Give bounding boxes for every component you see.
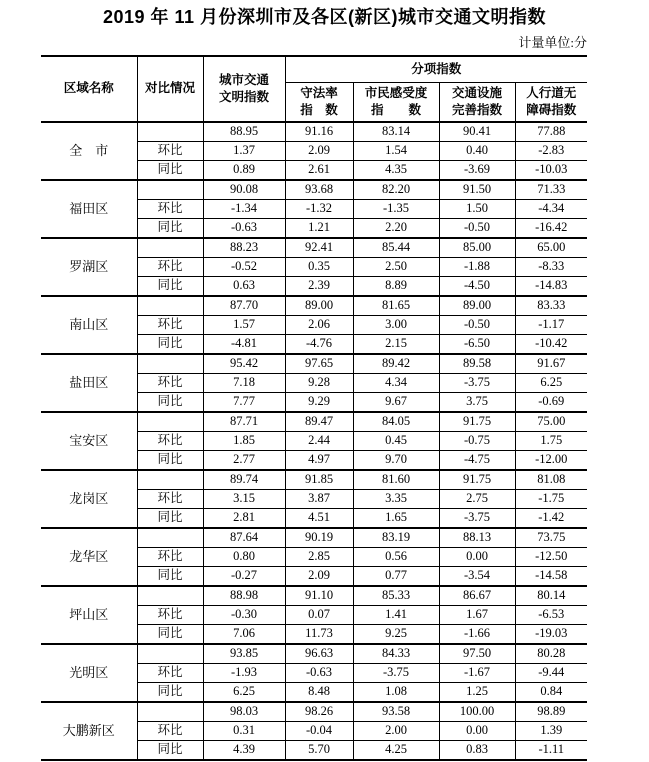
- value-cell: 9.29: [285, 392, 353, 412]
- value-cell: 2.77: [203, 450, 285, 470]
- value-cell: -4.76: [285, 334, 353, 354]
- value-cell: -0.75: [439, 431, 515, 450]
- comparison-label: 同比: [137, 276, 203, 296]
- value-cell: 1.50: [439, 199, 515, 218]
- value-cell: 8.48: [285, 682, 353, 702]
- value-cell: -12.00: [515, 450, 587, 470]
- value-cell: 1.67: [439, 605, 515, 624]
- comparison-label: 环比: [137, 431, 203, 450]
- value-cell: 81.65: [353, 296, 439, 316]
- header-law-rate-line1: 守法率: [300, 85, 338, 100]
- value-cell: 90.08: [203, 180, 285, 200]
- value-cell: 2.81: [203, 508, 285, 528]
- value-cell: 2.44: [285, 431, 353, 450]
- comparison-label: [137, 296, 203, 316]
- value-cell: 1.08: [353, 682, 439, 702]
- value-cell: 1.54: [353, 141, 439, 160]
- value-cell: -12.50: [515, 547, 587, 566]
- value-cell: 0.77: [353, 566, 439, 586]
- value-cell: -0.50: [439, 315, 515, 334]
- value-cell: 88.95: [203, 122, 285, 142]
- value-cell: 9.25: [353, 624, 439, 644]
- value-cell: 93.85: [203, 644, 285, 664]
- unit-note: 计量单位:分: [518, 34, 587, 50]
- value-cell: 7.77: [203, 392, 285, 412]
- value-cell: 96.63: [285, 644, 353, 664]
- value-cell: 3.87: [285, 489, 353, 508]
- region-name: 坪山区: [41, 586, 137, 644]
- value-cell: 0.35: [285, 257, 353, 276]
- value-cell: 7.06: [203, 624, 285, 644]
- comparison-label: [137, 238, 203, 258]
- comparison-label: 同比: [137, 392, 203, 412]
- header-comparison: 对比情况: [137, 56, 203, 122]
- table-body: [41, 122, 587, 760]
- header-citizen-perception: [353, 82, 439, 122]
- value-cell: -4.50: [439, 276, 515, 296]
- value-cell: 89.47: [285, 412, 353, 432]
- comparison-label: [137, 354, 203, 374]
- value-cell: 3.35: [353, 489, 439, 508]
- value-cell: 89.74: [203, 470, 285, 490]
- value-cell: 1.65: [353, 508, 439, 528]
- header-row-top: [41, 56, 587, 83]
- comparison-label: 同比: [137, 334, 203, 354]
- value-cell: 2.00: [353, 721, 439, 740]
- value-cell: 9.70: [353, 450, 439, 470]
- comparison-label: [137, 180, 203, 200]
- comparison-label: 环比: [137, 605, 203, 624]
- value-cell: 0.00: [439, 547, 515, 566]
- value-cell: -0.63: [285, 663, 353, 682]
- value-cell: 91.75: [439, 470, 515, 490]
- value-cell: 2.85: [285, 547, 353, 566]
- value-cell: -6.53: [515, 605, 587, 624]
- region-name: 光明区: [41, 644, 137, 702]
- value-cell: 2.09: [285, 566, 353, 586]
- value-cell: 98.26: [285, 702, 353, 722]
- value-cell: 0.84: [515, 682, 587, 702]
- value-cell: -10.03: [515, 160, 587, 180]
- comparison-label: 同比: [137, 218, 203, 238]
- header-sidewalk-accessibility-line1: 人行道无: [526, 85, 577, 100]
- comparison-label: 同比: [137, 682, 203, 702]
- comparison-label: [137, 470, 203, 490]
- value-cell: -1.42: [515, 508, 587, 528]
- value-cell: 90.41: [439, 122, 515, 142]
- table-row: [41, 180, 587, 200]
- table-row: [41, 238, 587, 258]
- header-law-rate: [285, 82, 353, 122]
- header-sub-group: 分项指数: [285, 56, 587, 83]
- traffic-civility-index-table: [41, 55, 587, 761]
- value-cell: 3.00: [353, 315, 439, 334]
- value-cell: -10.42: [515, 334, 587, 354]
- value-cell: 2.20: [353, 218, 439, 238]
- table-row: [41, 528, 587, 548]
- header-sidewalk-accessibility-line2: 障碍指数: [526, 102, 577, 117]
- value-cell: 80.28: [515, 644, 587, 664]
- value-cell: 95.42: [203, 354, 285, 374]
- value-cell: -0.52: [203, 257, 285, 276]
- value-cell: -0.27: [203, 566, 285, 586]
- value-cell: 5.70: [285, 740, 353, 760]
- value-cell: -19.03: [515, 624, 587, 644]
- header-sidewalk-accessibility: [515, 82, 587, 122]
- value-cell: 2.50: [353, 257, 439, 276]
- value-cell: 0.89: [203, 160, 285, 180]
- value-cell: 85.44: [353, 238, 439, 258]
- value-cell: 0.31: [203, 721, 285, 740]
- table-row: [41, 412, 587, 432]
- value-cell: 4.34: [353, 373, 439, 392]
- value-cell: -1.35: [353, 199, 439, 218]
- region-name: 罗湖区: [41, 238, 137, 296]
- value-cell: -9.44: [515, 663, 587, 682]
- value-cell: 98.03: [203, 702, 285, 722]
- value-cell: 8.89: [353, 276, 439, 296]
- comparison-label: 环比: [137, 489, 203, 508]
- value-cell: 77.88: [515, 122, 587, 142]
- comparison-label: 环比: [137, 315, 203, 334]
- value-cell: 4.51: [285, 508, 353, 528]
- value-cell: 6.25: [515, 373, 587, 392]
- header-city-index-line2: 文明指数: [218, 89, 269, 104]
- value-cell: 0.80: [203, 547, 285, 566]
- value-cell: 0.00: [439, 721, 515, 740]
- value-cell: 6.25: [203, 682, 285, 702]
- value-cell: 91.10: [285, 586, 353, 606]
- value-cell: 89.42: [353, 354, 439, 374]
- value-cell: 87.64: [203, 528, 285, 548]
- value-cell: 93.58: [353, 702, 439, 722]
- value-cell: -8.33: [515, 257, 587, 276]
- comparison-label: 环比: [137, 547, 203, 566]
- value-cell: 1.75: [515, 431, 587, 450]
- value-cell: 80.14: [515, 586, 587, 606]
- value-cell: 100.00: [439, 702, 515, 722]
- value-cell: -0.04: [285, 721, 353, 740]
- value-cell: 0.45: [353, 431, 439, 450]
- value-cell: 87.71: [203, 412, 285, 432]
- page-title: 2019 年 11 月份深圳市及各区(新区)城市交通文明指数: [102, 7, 547, 27]
- value-cell: 89.00: [285, 296, 353, 316]
- table-row: [41, 644, 587, 664]
- value-cell: -2.83: [515, 141, 587, 160]
- value-cell: 4.97: [285, 450, 353, 470]
- comparison-label: 环比: [137, 257, 203, 276]
- header-city-index: [203, 56, 285, 122]
- value-cell: 83.14: [353, 122, 439, 142]
- value-cell: 9.28: [285, 373, 353, 392]
- value-cell: 83.19: [353, 528, 439, 548]
- value-cell: 0.56: [353, 547, 439, 566]
- comparison-label: [137, 644, 203, 664]
- header-city-index-line1: 城市交通: [218, 72, 269, 87]
- comparison-label: 同比: [137, 566, 203, 586]
- value-cell: 0.63: [203, 276, 285, 296]
- value-cell: 2.09: [285, 141, 353, 160]
- comparison-label: 环比: [137, 373, 203, 392]
- value-cell: 89.58: [439, 354, 515, 374]
- value-cell: -4.81: [203, 334, 285, 354]
- value-cell: -3.75: [439, 373, 515, 392]
- table-row: [41, 586, 587, 606]
- value-cell: 4.35: [353, 160, 439, 180]
- table-row: [41, 354, 587, 374]
- comparison-label: 环比: [137, 141, 203, 160]
- table-row: [41, 470, 587, 490]
- region-name: 宝安区: [41, 412, 137, 470]
- value-cell: -1.66: [439, 624, 515, 644]
- value-cell: 83.33: [515, 296, 587, 316]
- region-name: 全 市: [41, 122, 137, 180]
- value-cell: 97.50: [439, 644, 515, 664]
- table-row: [41, 296, 587, 316]
- value-cell: -0.50: [439, 218, 515, 238]
- value-cell: -0.69: [515, 392, 587, 412]
- value-cell: 93.68: [285, 180, 353, 200]
- value-cell: -1.17: [515, 315, 587, 334]
- value-cell: -1.88: [439, 257, 515, 276]
- value-cell: 92.41: [285, 238, 353, 258]
- value-cell: 84.33: [353, 644, 439, 664]
- value-cell: 88.13: [439, 528, 515, 548]
- value-cell: -1.11: [515, 740, 587, 760]
- value-cell: 71.33: [515, 180, 587, 200]
- value-cell: 2.75: [439, 489, 515, 508]
- value-cell: 2.61: [285, 160, 353, 180]
- header-citizen-perception-line2: 指 数: [370, 102, 421, 117]
- comparison-label: [137, 412, 203, 432]
- value-cell: -6.50: [439, 334, 515, 354]
- value-cell: -3.54: [439, 566, 515, 586]
- value-cell: 85.33: [353, 586, 439, 606]
- value-cell: -14.83: [515, 276, 587, 296]
- value-cell: 86.67: [439, 586, 515, 606]
- value-cell: 11.73: [285, 624, 353, 644]
- comparison-label: [137, 528, 203, 548]
- header-traffic-facility: [439, 82, 515, 122]
- value-cell: -3.75: [353, 663, 439, 682]
- comparison-label: 同比: [137, 740, 203, 760]
- comparison-label: 环比: [137, 199, 203, 218]
- value-cell: -1.34: [203, 199, 285, 218]
- value-cell: 82.20: [353, 180, 439, 200]
- table-row: [41, 122, 587, 142]
- header-traffic-facility-line2: 完善指数: [451, 102, 502, 117]
- value-cell: 1.39: [515, 721, 587, 740]
- comparison-label: 环比: [137, 721, 203, 740]
- value-cell: 3.75: [439, 392, 515, 412]
- comparison-label: [137, 586, 203, 606]
- comparison-label: [137, 122, 203, 142]
- region-name: 大鹏新区: [41, 702, 137, 760]
- value-cell: -14.58: [515, 566, 587, 586]
- value-cell: 9.67: [353, 392, 439, 412]
- value-cell: 87.70: [203, 296, 285, 316]
- value-cell: 91.75: [439, 412, 515, 432]
- comparison-label: 环比: [137, 663, 203, 682]
- region-name: 盐田区: [41, 354, 137, 412]
- value-cell: -3.75: [439, 508, 515, 528]
- value-cell: 0.83: [439, 740, 515, 760]
- comparison-label: [137, 702, 203, 722]
- value-cell: 2.15: [353, 334, 439, 354]
- value-cell: 73.75: [515, 528, 587, 548]
- value-cell: 89.00: [439, 296, 515, 316]
- value-cell: -3.69: [439, 160, 515, 180]
- value-cell: -4.34: [515, 199, 587, 218]
- value-cell: -16.42: [515, 218, 587, 238]
- value-cell: 1.25: [439, 682, 515, 702]
- value-cell: -4.75: [439, 450, 515, 470]
- value-cell: 7.18: [203, 373, 285, 392]
- value-cell: 97.65: [285, 354, 353, 374]
- value-cell: 65.00: [515, 238, 587, 258]
- region-name: 南山区: [41, 296, 137, 354]
- value-cell: 98.89: [515, 702, 587, 722]
- value-cell: 1.37: [203, 141, 285, 160]
- value-cell: -1.32: [285, 199, 353, 218]
- value-cell: -1.75: [515, 489, 587, 508]
- region-name: 龙岗区: [41, 470, 137, 528]
- value-cell: 2.39: [285, 276, 353, 296]
- value-cell: 0.07: [285, 605, 353, 624]
- region-name: 龙华区: [41, 528, 137, 586]
- header-traffic-facility-line1: 交通设施: [451, 85, 502, 100]
- header-region: 区域名称: [41, 56, 137, 122]
- value-cell: 91.50: [439, 180, 515, 200]
- value-cell: 1.85: [203, 431, 285, 450]
- value-cell: 88.23: [203, 238, 285, 258]
- comparison-label: 同比: [137, 450, 203, 470]
- value-cell: 75.00: [515, 412, 587, 432]
- value-cell: 85.00: [439, 238, 515, 258]
- value-cell: -0.63: [203, 218, 285, 238]
- value-cell: 1.41: [353, 605, 439, 624]
- value-cell: -0.30: [203, 605, 285, 624]
- value-cell: 4.39: [203, 740, 285, 760]
- value-cell: 91.16: [285, 122, 353, 142]
- value-cell: 81.08: [515, 470, 587, 490]
- value-cell: 90.19: [285, 528, 353, 548]
- value-cell: 2.06: [285, 315, 353, 334]
- value-cell: 4.25: [353, 740, 439, 760]
- comparison-label: 同比: [137, 624, 203, 644]
- value-cell: 3.15: [203, 489, 285, 508]
- value-cell: -1.67: [439, 663, 515, 682]
- region-name: 福田区: [41, 180, 137, 238]
- value-cell: 81.60: [353, 470, 439, 490]
- value-cell: 1.57: [203, 315, 285, 334]
- value-cell: 84.05: [353, 412, 439, 432]
- header-law-rate-line2: 指 数: [300, 102, 338, 117]
- value-cell: -1.93: [203, 663, 285, 682]
- value-cell: 91.85: [285, 470, 353, 490]
- header-citizen-perception-line1: 市民感受度: [364, 85, 428, 100]
- value-cell: 88.98: [203, 586, 285, 606]
- value-cell: 0.40: [439, 141, 515, 160]
- value-cell: 91.67: [515, 354, 587, 374]
- comparison-label: 同比: [137, 160, 203, 180]
- comparison-label: 同比: [137, 508, 203, 528]
- value-cell: 1.21: [285, 218, 353, 238]
- table-row: [41, 702, 587, 722]
